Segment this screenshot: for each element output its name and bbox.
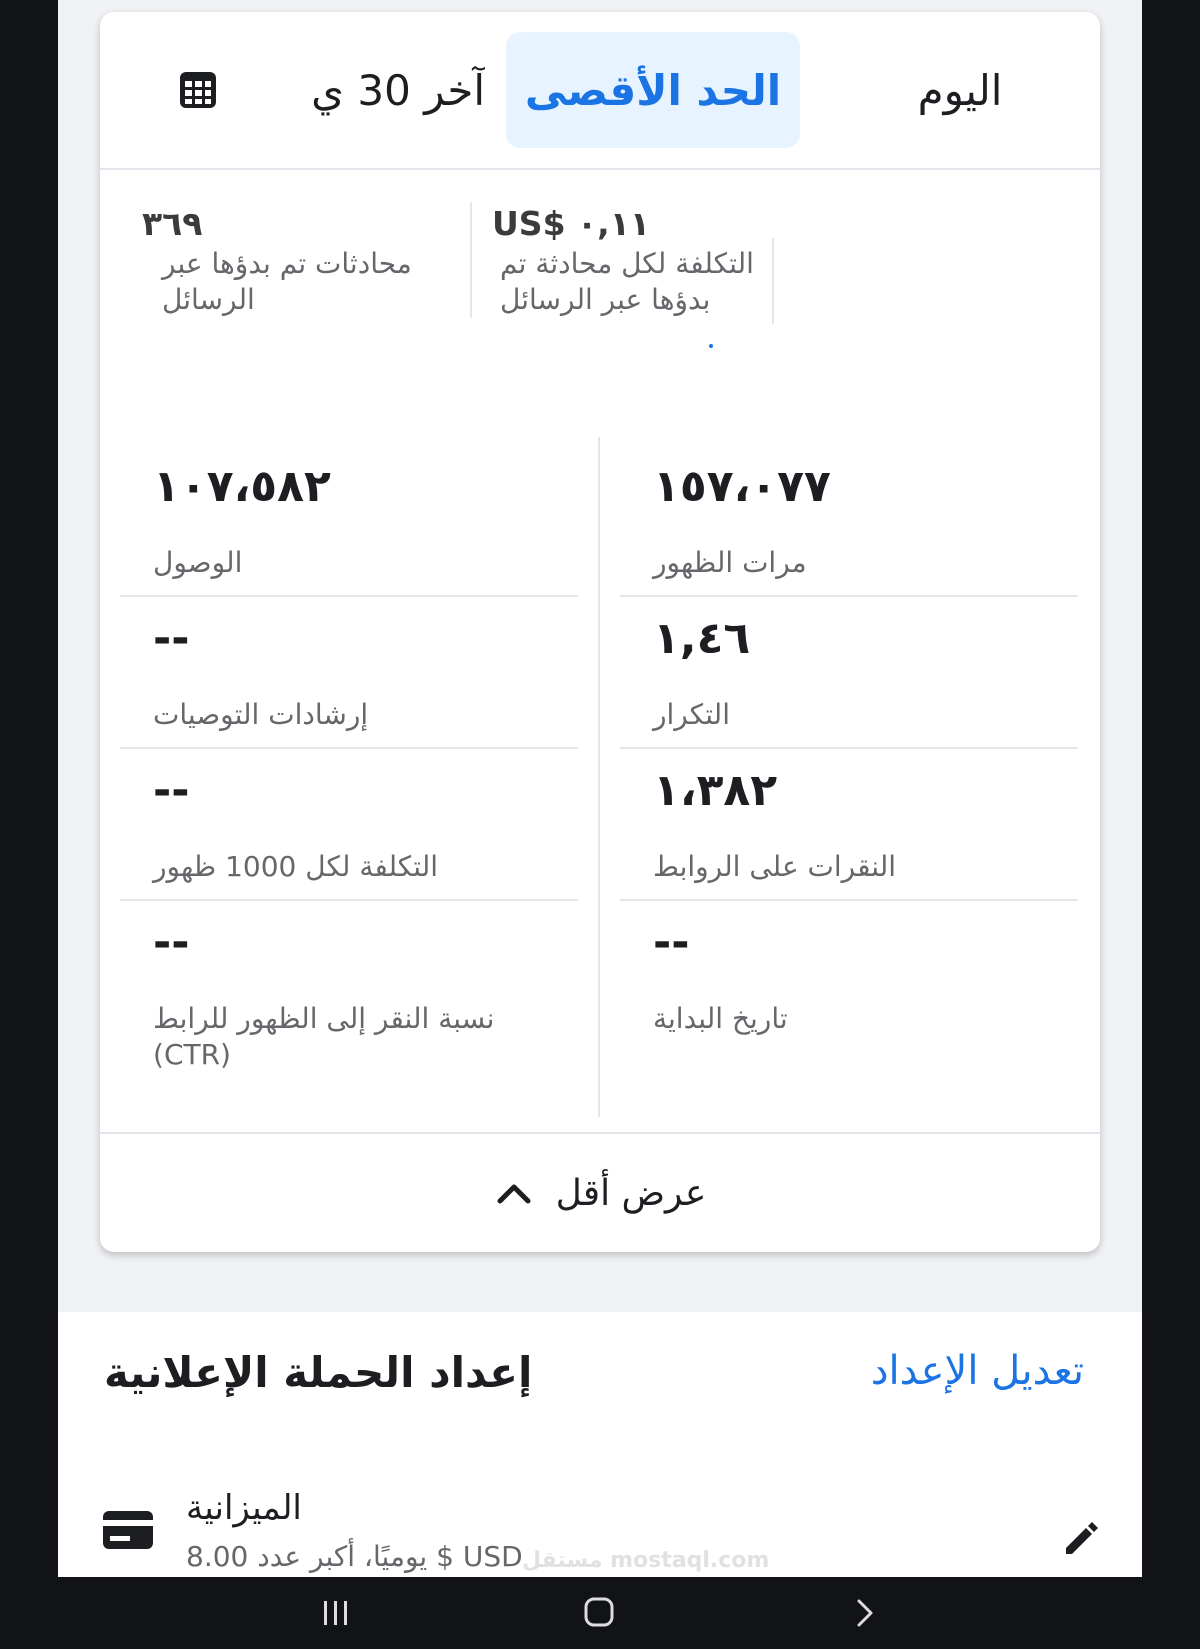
watermark: مستقل mostaql.com <box>522 1548 770 1573</box>
edit-setup-link[interactable]: تعديل الإعداد <box>870 1348 1084 1394</box>
campaign-setup-section <box>58 1312 1142 1577</box>
metric-cell <box>120 589 578 749</box>
metric-cell <box>120 741 578 901</box>
metric-label: تاريخ البداية <box>653 1002 788 1035</box>
metric-cell <box>620 589 1078 749</box>
tab-today[interactable]: اليوم <box>917 65 1003 115</box>
metric-value: US$ ٠,١١ <box>492 204 650 243</box>
metric-cell <box>620 741 1078 901</box>
metric-cell <box>620 893 1078 1093</box>
metrics-grid <box>120 437 1080 1117</box>
system-nav-bar <box>0 1577 1200 1649</box>
metric-value: ١٠٧،٥٨٢ <box>153 461 331 512</box>
metric-value: ٣٦٩ <box>142 204 203 243</box>
chevron-up-icon <box>494 1173 534 1213</box>
insights-card <box>100 12 1100 1252</box>
metric-cell <box>120 437 578 597</box>
metric-value: -- <box>653 917 690 968</box>
tab-maximum[interactable]: الحد الأقصى <box>506 32 800 148</box>
divider <box>598 437 600 1117</box>
show-less-button[interactable] <box>100 1132 1100 1252</box>
metric-label: التكلفة لكل 1000 ظهور <box>153 850 439 883</box>
credit-card-icon <box>102 1510 154 1550</box>
back-icon[interactable] <box>850 1597 880 1629</box>
calendar-grid-icon[interactable] <box>178 70 218 110</box>
screen <box>58 0 1142 1577</box>
metric-value: -- <box>153 765 190 816</box>
tab-last-30-days[interactable]: آخر 30 ي <box>311 65 485 115</box>
summary-metrics <box>100 202 1100 332</box>
metric-value: ١,٤٦ <box>653 613 751 664</box>
metric-cell <box>120 893 578 1093</box>
metric-value: -- <box>153 917 190 968</box>
budget-title: الميزانية <box>186 1488 302 1528</box>
date-range-tabs <box>100 12 1100 170</box>
metric-label: إرشادات التوصيات <box>153 698 369 731</box>
metric-value: -- <box>153 613 190 664</box>
metric-label: النقرات على الروابط <box>653 850 897 883</box>
home-icon[interactable] <box>582 1595 616 1629</box>
metric-label: نسبة النقر إلى الظهور للرابط (CTR) <box>153 1002 495 1071</box>
metric-label: التكرار <box>653 698 730 731</box>
budget-value: يوميًا، أكبر عدد 8.00 $ USD <box>186 1540 523 1573</box>
metric-value: ١٥٧،٠٧٧ <box>653 461 831 512</box>
section-title: إعداد الحملة الإعلانية <box>104 1348 533 1397</box>
divider <box>772 238 774 324</box>
recent-apps-icon[interactable] <box>320 1597 352 1629</box>
metric-value: ١،٣٨٢ <box>653 765 778 816</box>
metric-label: محادثات تم بدؤها عبر الرسائل <box>162 247 412 316</box>
show-less-label: عرض أقل <box>555 1172 707 1214</box>
metric-cell <box>620 437 1078 597</box>
metric-label: مرات الظهور <box>653 546 807 579</box>
metric-label: التكلفة لكل محادثة تم بدؤها عبر الرسائل <box>500 247 754 316</box>
metric-label: الوصول <box>153 546 243 579</box>
summary-cost-per-conversation <box>470 202 770 318</box>
carousel-indicator <box>709 344 713 348</box>
pencil-icon[interactable] <box>1060 1518 1100 1558</box>
summary-conversations <box>142 202 432 318</box>
